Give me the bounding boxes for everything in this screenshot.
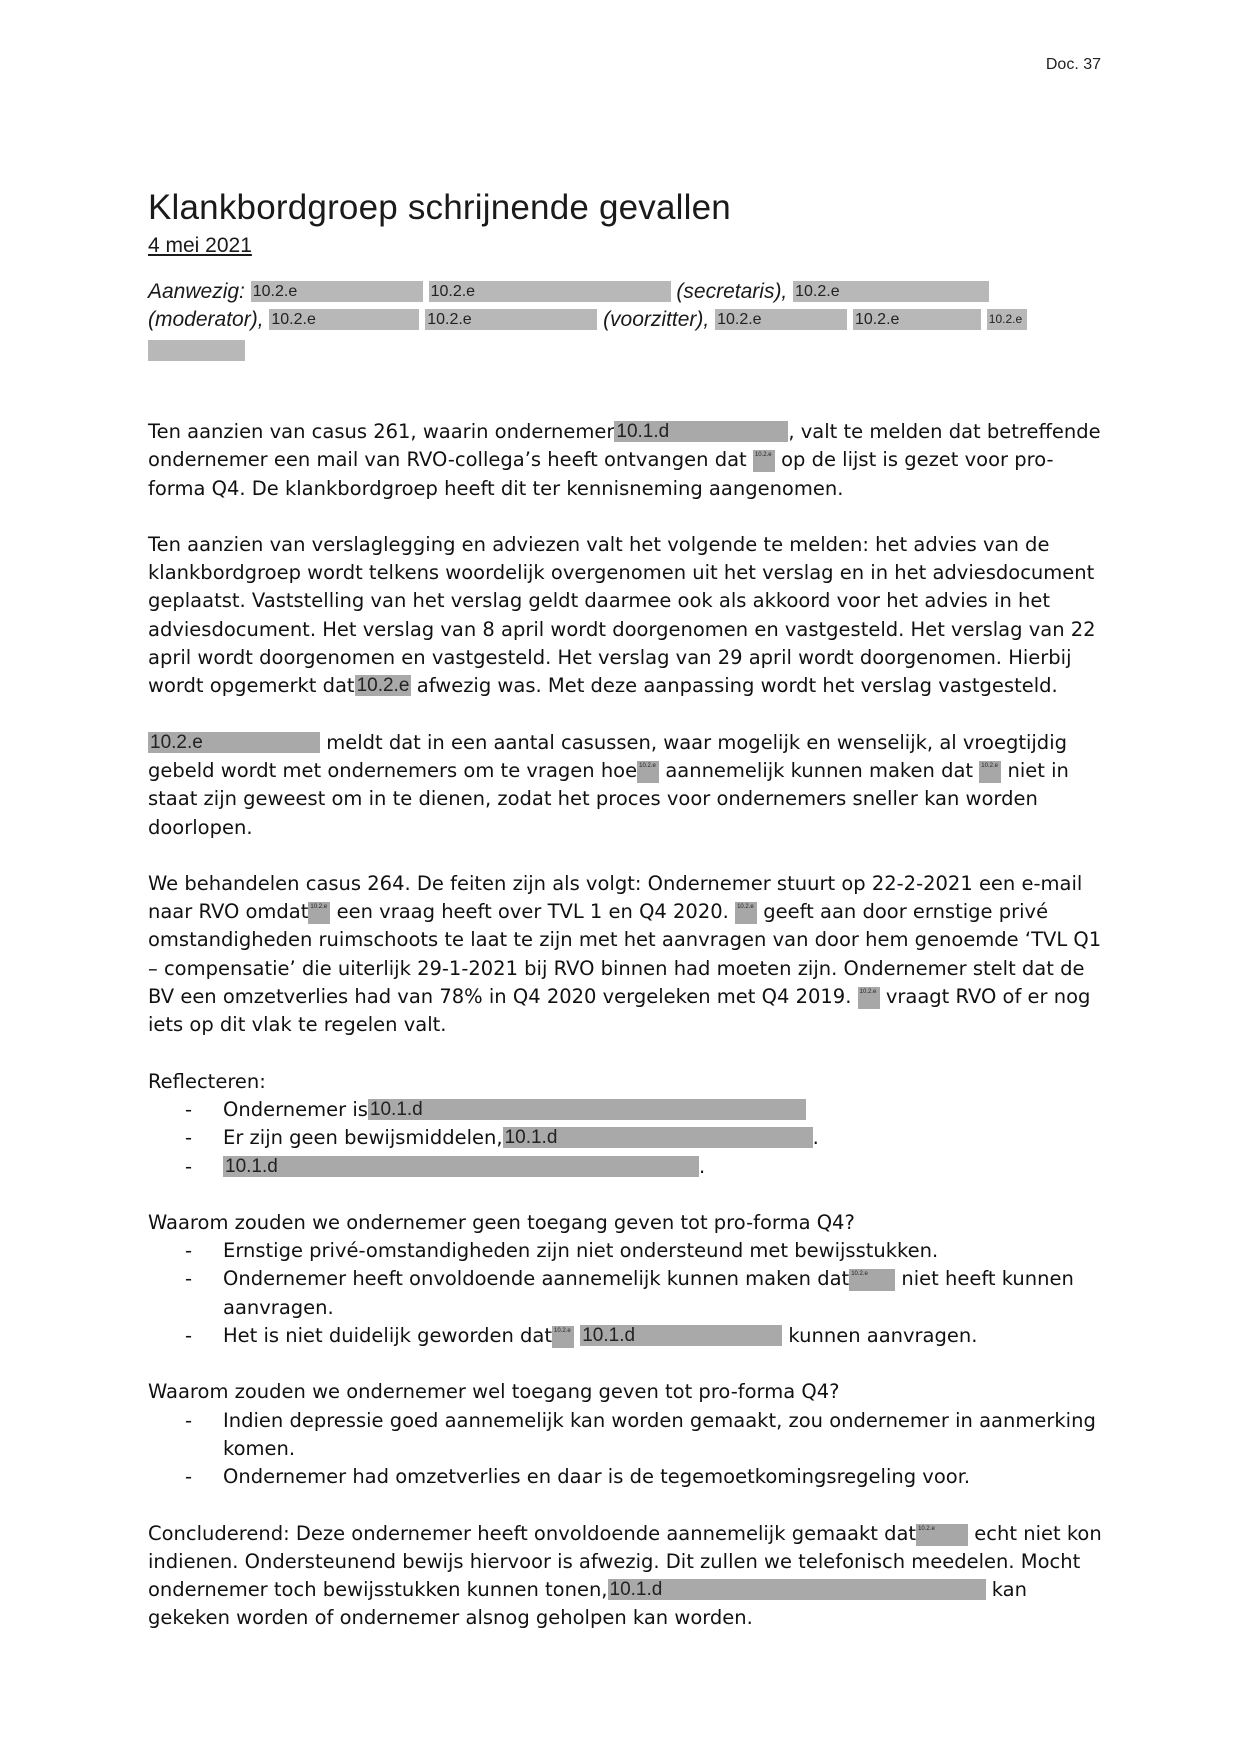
text: geeft aan door ernstige privé omstandigheden ruimschoots te laat te zijn met het aanvragen van door hem genoemde ‘TVL Q1 – compensatie’ die uiterlijk 29-1-2021 bij RVO binnen had moeten zijn. Ondernemer stelt dat de BV een omzetverlies had van 78% in Q4 2020 vergeleken met Q4 2019.: [148, 900, 1102, 1009]
text: Het is niet duidelijk geworden dat: [223, 1324, 553, 1348]
redaction-box: 10.2.e: [148, 732, 320, 753]
redaction-box: 10.2.e: [853, 309, 981, 330]
text: Ondernemer is: [223, 1097, 368, 1121]
document-number: Doc. 37: [1045, 56, 1101, 73]
document-body: [148, 418, 1103, 1633]
list-item: [148, 1124, 1103, 1152]
redaction-box: 10.1.d: [503, 1127, 813, 1148]
redaction-box: 10.2.e: [269, 309, 419, 330]
redaction-box: 10.2.e: [637, 761, 659, 783]
redaction-box: 10.2.e: [735, 902, 757, 924]
text: aannemelijk kunnen maken dat: [665, 758, 974, 782]
text: Ten aanzien van casus 261, waarin ondernemer: [148, 420, 615, 443]
text: .: [699, 1154, 706, 1178]
redaction-box: 10.2.e: [251, 281, 423, 302]
list-item: [148, 1153, 1103, 1181]
redaction-box: 10.1.d: [368, 1099, 806, 1120]
text: niet in staat zijn geweest om in te dienen, zodat het proces voor ondernemers sneller kan worden doorlopen.: [148, 758, 1069, 839]
reasons-no-list: [148, 1237, 1103, 1350]
role-moderator: (moderator),: [148, 308, 264, 331]
text: .: [812, 1126, 819, 1150]
meeting-date: 4 mei 2021: [148, 234, 252, 257]
redaction-box: 10.2.e: [987, 309, 1027, 330]
redaction-box: 10.2.e: [429, 281, 671, 302]
list-item: - Ernstige privé-omstandigheden zijn niet ondersteund met bewijsstukken.: [148, 1237, 1103, 1265]
reflect-list: [148, 1096, 1103, 1181]
list-item: - Ondernemer had omzetverlies en daar is de tegemoetkomingsregeling voor.: [148, 1463, 1103, 1491]
paragraph-vroegtijdig: [148, 729, 1103, 842]
list-item: [148, 1322, 1103, 1350]
list-item: [148, 1265, 1103, 1322]
redaction-box: 10.2.e: [849, 1269, 895, 1291]
text: afwezig was. Met deze aanpassing wordt het verslag vastgesteld.: [416, 674, 1058, 698]
attendance-label: Aanwezig:: [148, 280, 245, 303]
redaction-box: 10.2.e: [979, 761, 1001, 783]
redaction-box: 10.1.d: [608, 1579, 986, 1600]
redaction-box: 10.2.e: [715, 309, 847, 330]
question-yes-heading: Waarom zouden we ondernemer wel toegang geven tot pro-forma Q4?: [148, 1380, 840, 1404]
redaction-box: 10.2.e: [356, 675, 410, 697]
role-voorzitter: (voorzitter),: [603, 308, 710, 331]
redaction-box-blank: [148, 340, 245, 361]
text: kan gekeken worden of ondernemer alsnog geholpen kan worden.: [148, 1578, 1027, 1630]
redaction-box: 10.2.e: [425, 309, 597, 330]
text: Er zijn geen bewijsmiddelen,: [223, 1126, 503, 1150]
redaction-box: 10.2.e: [793, 281, 989, 302]
text: meldt dat in een aantal casussen, waar mogelijk en wenselijk, al vroegtijdig gebeld wordt met ondernemers om te vragen hoe: [148, 730, 1067, 782]
redaction-box: 10.2.e: [753, 450, 775, 472]
text: vraagt RVO of er nog iets op dit vlak te regelen valt.: [148, 985, 1091, 1037]
text: Ondernemer heeft onvoldoende aannemelijk kunnen maken dat: [223, 1267, 850, 1291]
paragraph-casus-264: [148, 870, 1103, 1040]
text: , valt te melden dat betreffende ondernemer een mail van RVO-collega’s heeft ontvangen dat: [148, 420, 1101, 472]
redaction-box: 10.2.e: [858, 987, 880, 1009]
page-title: Klankbordgroep schrijnende gevallen: [148, 188, 731, 227]
role-secretaris: (secretaris),: [676, 280, 788, 303]
attendance-list: [148, 278, 1098, 365]
text: kunnen aanvragen.: [788, 1324, 978, 1348]
redaction-box: 10.1.d: [580, 1325, 782, 1346]
text: echt niet kon indienen. Ondersteunend bewijs hiervoor is afwezig. Dit zullen we telefonisch meedelen. Mocht ondernemer toch bewijsstukken kunnen tonen,: [148, 1521, 1102, 1602]
paragraph-verslaglegging: [148, 531, 1103, 701]
text: Concluderend: Deze ondernemer heeft onvoldoende aannemelijk gemaakt dat: [148, 1521, 917, 1545]
text: een vraag heeft over TVL 1 en Q4 2020.: [336, 900, 729, 924]
text: niet heeft kunnen aanvragen.: [223, 1267, 1074, 1319]
reflect-heading: Reflecteren:: [148, 1069, 266, 1093]
text: Ten aanzien van verslaglegging en adviezen valt het volgende te melden: het advies van de klankbordgroep wordt telkens woordelijk overgenomen uit het verslag en in het adviesdocument geplaatst. Vaststelling van het verslag geldt daarmee ook als akkoord voor het advies in het adviesdocument. Het verslag van 8 april wordt doorgenomen en vastgesteld. Het verslag van 22 april wordt doorgenomen en vastgesteld. Het verslag van 29 april wordt doorgenomen. Hierbij wordt opgemerkt dat: [148, 532, 1096, 698]
redaction-box: 10.2.e: [308, 902, 330, 924]
redaction-box: 10.2.e: [552, 1326, 574, 1348]
paragraph-conclusion: [148, 1520, 1103, 1633]
list-item: - Indien depressie goed aannemelijk kan worden gemaakt, zou ondernemer in aanmerking komen.: [148, 1407, 1103, 1464]
question-no-heading: Waarom zouden we ondernemer geen toegang geven tot pro-forma Q4?: [148, 1210, 855, 1234]
reasons-yes-list: [148, 1407, 1103, 1492]
redaction-box: 10.2.e: [916, 1524, 968, 1546]
text: op de lijst is gezet voor pro-forma Q4. De klankbordgroep heeft dit ter kennisneming aangenomen.: [148, 448, 1054, 500]
redaction-box: 10.1.d: [223, 1156, 699, 1177]
text: We behandelen casus 264. De feiten zijn als volgt: Ondernemer stuurt op 22-2-2021 een e-mail naar RVO omdat: [148, 871, 1083, 924]
list-item: [148, 1096, 1103, 1124]
paragraph-casus-261: [148, 418, 1103, 503]
redaction-box: 10.1.d: [614, 421, 788, 442]
